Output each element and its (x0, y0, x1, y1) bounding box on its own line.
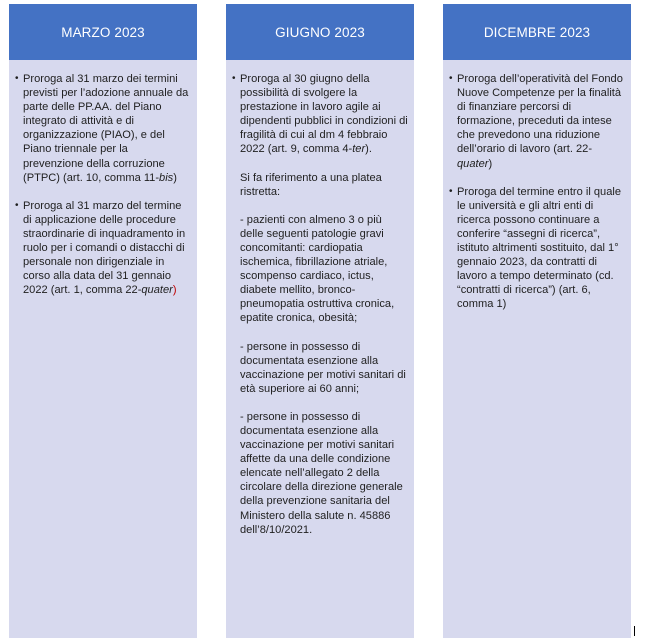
column-marzo-2023 (9, 4, 197, 638)
bullet-icon: • (15, 199, 19, 211)
list-item (15, 199, 191, 298)
column-dicembre-2023 (443, 4, 631, 638)
list-item (15, 72, 191, 185)
column-header: MARZO 2023 (9, 4, 197, 60)
item-text: Proroga del termine entro il quale le università e gli altri enti di ricerca possono continuare a conferire “assegni di ricerca”, istituto altrimenti sostituito, dal 1° gennaio 2023, da contratti di lavoro a tempo determinato (cd. “contratti di ricerca”) (art. 6, comma 1) (457, 185, 622, 311)
list-item (232, 72, 408, 157)
bullet-icon: • (449, 185, 453, 197)
column-body (226, 60, 414, 537)
text-cursor (634, 626, 635, 636)
item-text: Proroga al 30 giugno della possibilità di svolgere la prestazione in lavoro agile ai dipendenti pubblici in condizioni di fragilità di cui al dm 4 febbraio 2022 (art. 9, comma 4-ter). (240, 73, 408, 156)
column-body (443, 60, 631, 312)
list-item (449, 185, 625, 312)
bullet-icon: • (15, 73, 19, 84)
paragraph: Si fa riferimento a una platea ristretta: (240, 171, 382, 198)
item-text: Proroga dell’operatività del Fondo Nuove Competenze per la finalità di finanziare percorsi di formazione, preceduti da intese che prevedono una riduzione dell’orario di lavoro (art. 22-quater) (457, 73, 623, 170)
column-giugno-2023 (226, 4, 414, 638)
item-text: Proroga al 31 marzo del termine di applicazione delle procedure straordinarie di inquadramento in ruolo per i comandi o distacchi di personale non dirigenziale in corso alla data del 31 gennaio 2022 (art. 1, comma 22-quater) (23, 199, 186, 297)
paragraph: - pazienti con almeno 3 o più delle seguenti patologie gravi concomitanti: cardiopatia ischemica, fibrillazione atriale, scompenso cardiaco, ictus, diabete mellito, bronco-pneumopatia ostruttiva cronica, epatite cronica, obesità; (240, 213, 395, 325)
paragraph: - persone in possesso di documentata esenzione alla vaccinazione per motivi sanitari affette da una delle condizione elencate nell’allegato 2 della circolare della direzione generale della prevenzione sanitaria del Ministero della salute n. 45886 dell’8/10/2021. (240, 410, 403, 536)
item-text: Proroga al 31 marzo dei termini previsti per l’adozione annuale da parte delle PP.AA. del Piano integrato di attività e di organizzazione (PIAO), e del Piano triennale per la prevenzione della corruzione (PTPC) (art. 10, comma 11-bis) (23, 73, 189, 184)
bullet-icon: • (232, 73, 236, 84)
list-item (449, 72, 625, 171)
paragraph: - persone in possesso di documentata esenzione alla vaccinazione per motivi sanitari di età superiore ai 60 anni; (240, 340, 406, 395)
column-body (9, 60, 197, 297)
bullet-icon: • (449, 73, 453, 84)
column-header: DICEMBRE 2023 (443, 4, 631, 60)
column-header: GIUGNO 2023 (226, 4, 414, 60)
